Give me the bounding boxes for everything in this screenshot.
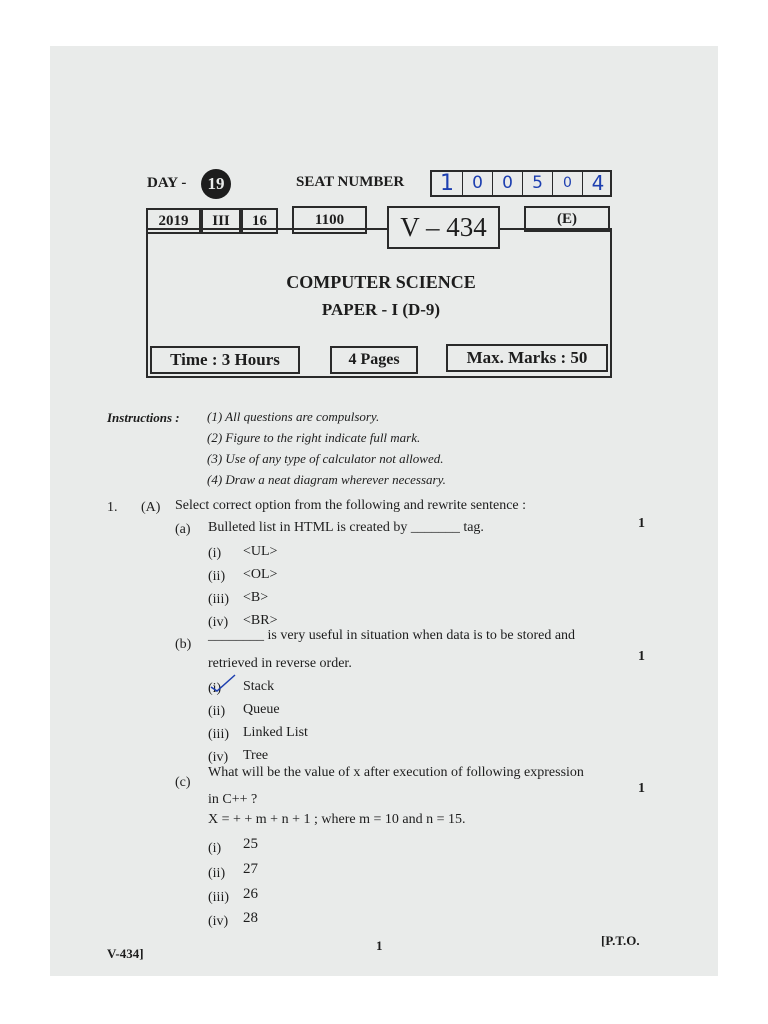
subquestion-text-cont: in C++ ? (208, 792, 258, 807)
instruction-item: (4) Draw a neat diagram wherever necessary. (207, 472, 446, 487)
option-text: <OL> (243, 567, 278, 582)
seat-number-label: SEAT NUMBER (296, 174, 405, 190)
time-box: Time : 3 Hours (150, 346, 300, 374)
year-box: 2019 (146, 208, 201, 234)
option-text: <BR> (243, 613, 278, 628)
seat-digit: 0 (493, 172, 523, 195)
instruction-item: (2) Figure to the right indicate full mark. (207, 430, 421, 445)
question-text: Select correct option from the following and rewrite sentence : (175, 498, 527, 513)
seat-digit: 4 (591, 171, 605, 195)
subquestion-text: What will be the value of x after execution of following expression (208, 765, 584, 780)
paper-code-box: V – 434 (387, 206, 500, 249)
term-box: III (201, 208, 241, 234)
subject-title: COMPUTER SCIENCE (286, 272, 476, 292)
question-number: 1. (107, 500, 118, 515)
option-text: <B> (243, 590, 269, 605)
option-number: (iii) (208, 592, 229, 607)
subquestion-mark: 1 (638, 649, 645, 664)
option-number: (iii) (208, 890, 229, 905)
seat-digit: 5 (523, 172, 553, 195)
option-number: (ii) (208, 866, 226, 881)
option-text: 27 (243, 861, 258, 877)
footer-pto: [P.T.O. (601, 933, 640, 948)
option-number: (i) (208, 546, 222, 561)
pages-box: 4 Pages (330, 346, 418, 374)
seat-digit: 0 (553, 172, 583, 195)
medium-box: (E) (524, 206, 610, 232)
footer-paper-code: V-434] (107, 946, 144, 961)
option-text: <UL> (243, 544, 278, 559)
option-number: (ii) (208, 569, 226, 584)
time-code-box: 1100 (292, 206, 367, 234)
subquestion-label: (a) (175, 522, 191, 537)
instructions-label: Instructions : (107, 410, 180, 425)
option-number: (i) (208, 841, 222, 856)
subquestion-mark: 1 (638, 516, 645, 531)
subquestion-text: ________ is very useful in situation when data is to be stored and (208, 628, 576, 643)
instruction-item: (1) All questions are compulsory. (207, 409, 380, 424)
option-text: Linked List (243, 725, 308, 740)
date-box: 16 (241, 208, 278, 234)
option-number: (ii) (208, 704, 226, 719)
subquestion-label: (b) (175, 637, 192, 652)
option-text: Queue (243, 702, 280, 717)
subquestion-text-cont: retrieved in reverse order. (208, 656, 352, 671)
footer-page-number: 1 (376, 938, 383, 953)
max-marks-box: Max. Marks : 50 (446, 344, 608, 372)
option-text: 25 (243, 836, 258, 852)
option-number: (iv) (208, 914, 229, 929)
option-number: (iii) (208, 727, 229, 742)
seat-digit: 0 (463, 172, 493, 195)
option-text: 26 (243, 886, 258, 902)
option-text: 28 (243, 910, 258, 926)
paper-title: PAPER - I (D-9) (321, 300, 441, 319)
instruction-item: (3) Use of any type of calculator not allowed. (207, 451, 444, 466)
day-label: DAY - (147, 175, 187, 191)
subquestion-text: Bulleted list in HTML is created by _______ tag. (208, 520, 484, 535)
option-number: (i) (208, 681, 222, 696)
seat-number-box (430, 170, 612, 197)
question-part: (A) (141, 500, 161, 515)
seat-digit: 1 (432, 172, 463, 195)
expression-text: X = + + m + n + 1 ; where m = 10 and n = 15. (208, 812, 466, 827)
option-number: (iv) (208, 615, 229, 630)
tick-mark-icon (208, 672, 238, 694)
option-number: (iv) (208, 750, 229, 765)
subquestion-label: (c) (175, 775, 191, 790)
day-value-badge: 19 (201, 169, 231, 199)
option-text: Tree (243, 748, 269, 763)
subquestion-mark: 1 (638, 781, 645, 796)
option-text: Stack (243, 679, 275, 694)
